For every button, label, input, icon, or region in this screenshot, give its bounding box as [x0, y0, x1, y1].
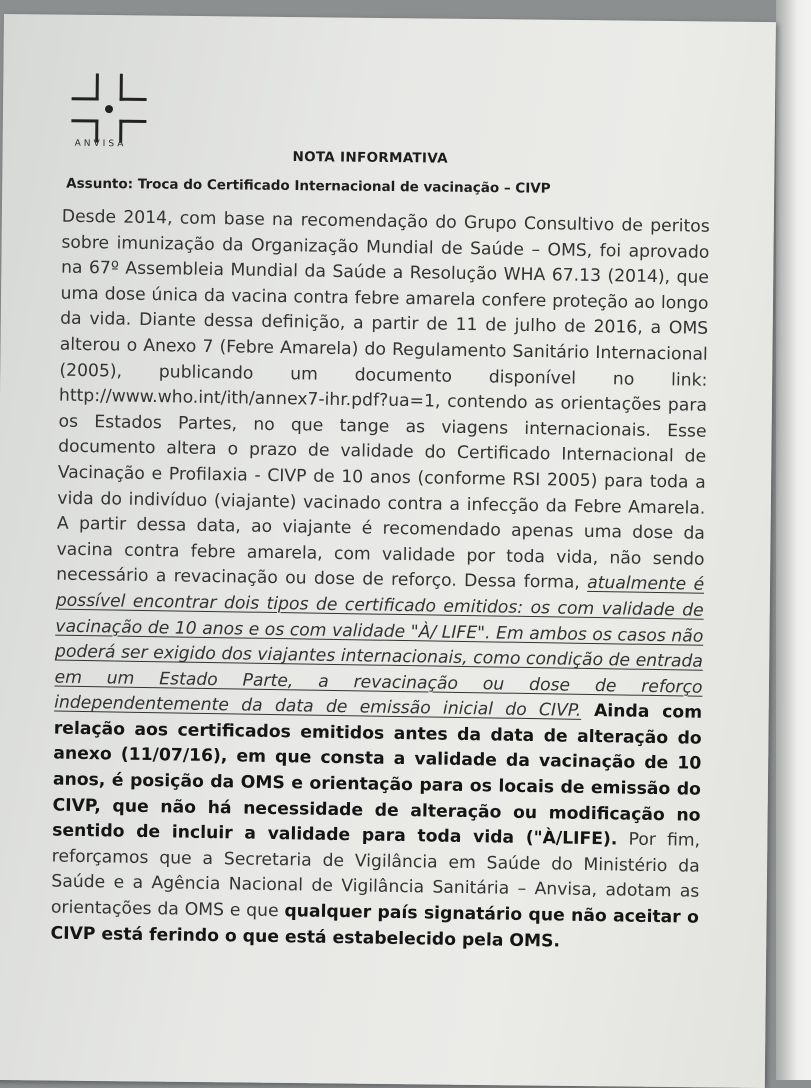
background-surface — [776, 0, 811, 1080]
body-underlined-text: atualmente é possível encontrar dois tipos de certificado emitidos: os com validade de vacinação de 10 anos e os com validade "À/ LIFE". Em ambos os casos não poderá ser exigido dos viajantes internacionais, como condição de entrada em um Estado Parte, a revacinação ou dose de reforço independentemente da data de emissão inicial do CIVP. — [54, 573, 704, 721]
page-title: NOTA INFORMATIVA — [292, 149, 448, 167]
document-page — [0, 14, 776, 1088]
body-bold-text-1: Ainda com relação aos certificados emitidos antes da data de alteração do anexo (11/07/16), em que consta a validade da vacinação de 10 anos, é posição da OMS e orientação para os locais de emissão do CIVP, que não há necessidade de alteração ou modificação no sentido de incluir a validade para toda vida ("À/LIFE). — [52, 701, 702, 850]
body-bold-text-2: qualquer país signatário que não aceitar o CIVP está ferindo o que está estabelecido pela OMS. — [50, 901, 699, 951]
logo-text: ANVISA — [75, 139, 127, 150]
body-plain-text-1: Desde 2014, com base na recomendação do Grupo Consultivo de peritos sobre imunização da Organização Mundial de Saúde – OMS, foi aprovado na 67º Assembleia Mundial da Saúde a Resolução WHA 67.13 (2014), que uma dose única da vacina contra febre amarela confere proteção ao longo da vida. Diante dessa definição, a partir de 11 de julho de 2016, a OMS alterou o Anexo 7 (Febre Amarela) do Regulamento Sanitário Internacional (2005), publicando um documento disponível no link: http://www.who.int/ith/annex7-ihr.pdf?ua=1, contendo as orientações para os Estados Partes, no que tange as viagens internacionais. Esse documento altera o prazo de validade do Certificado Internacional de Vacinação e Profilaxia - CIVP de 10 anos (conforme RSI 2005) para toda a vida do indivíduo (viajante) vacinado contra a infecção da Febre Amarela. A partir dessa data, ao viajante é recomendado apenas uma dose da vacina contra febre amarela, com validade por toda vida, não sendo necessário a revacinação ou dose de reforço. Dessa forma, — [56, 207, 710, 594]
body-plain-text-2: Por fim, reforçamos que a Secretaria de Vigilância em Saúde do Ministério da Saúde e a Agência Nacional de Vigilância Sanitária – Anvisa, adotam as orientações da OMS e que — [51, 830, 700, 922]
subject-line: Assunto: Troca do Certificado Internacional de vacinação – CIVP — [66, 176, 551, 197]
body-paragraph — [50, 205, 710, 957]
